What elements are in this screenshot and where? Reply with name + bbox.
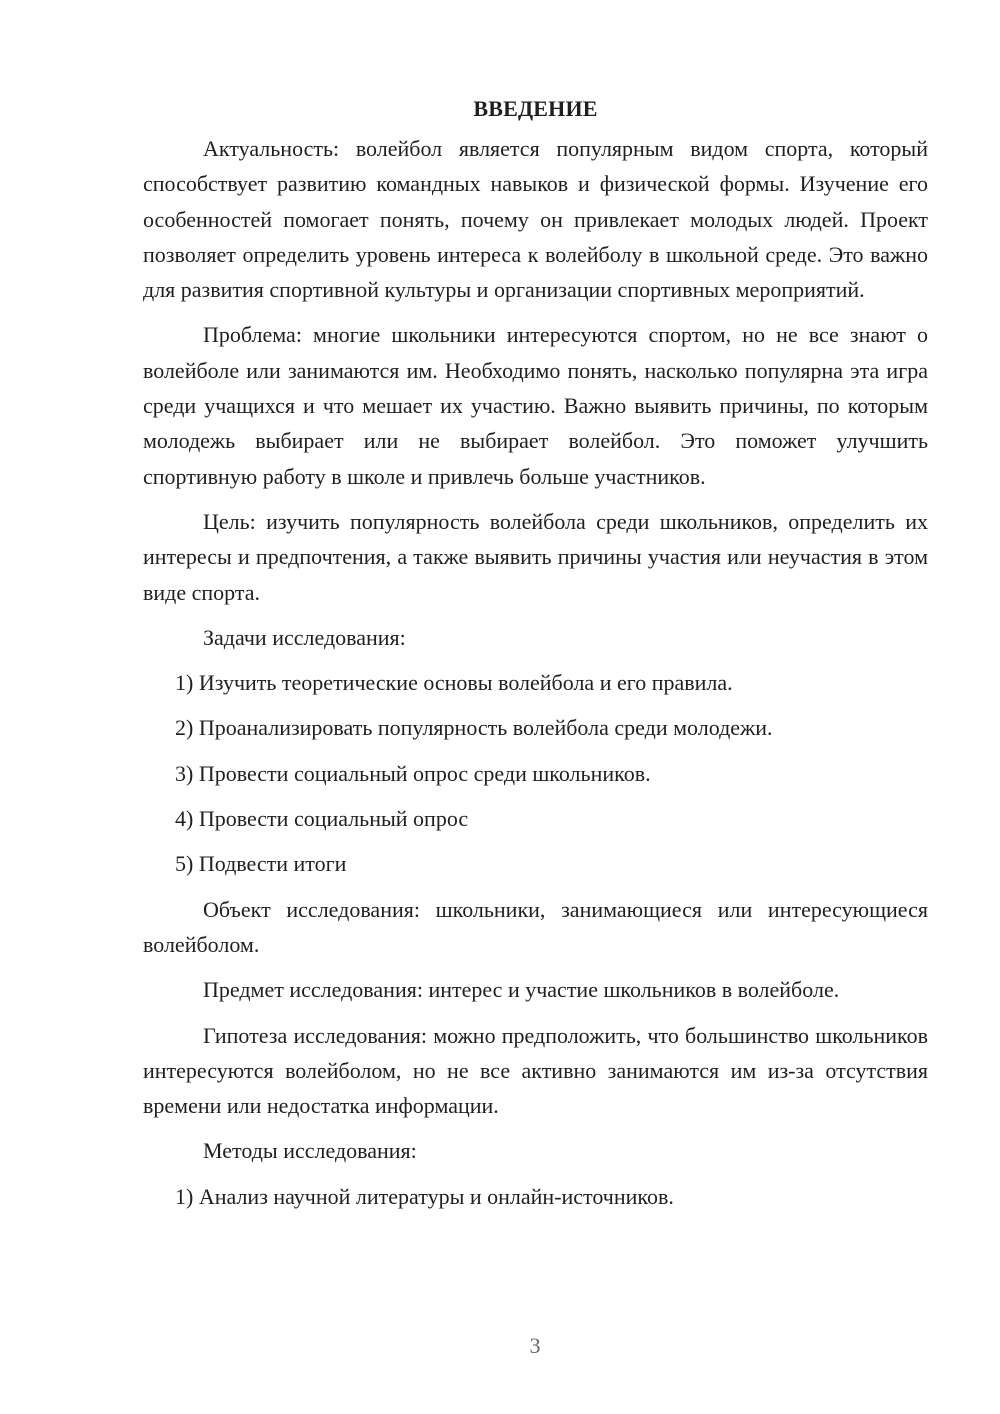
task-item-2: 2) Проанализировать популярность волейбола среди молодежи.: [175, 715, 773, 741]
methods-title: Методы исследования:: [203, 1138, 417, 1164]
page-content: [143, 92, 928, 1224]
research-object-paragraph: Объект исследования: школьники, занимающиеся или интересующиеся волейболом.: [143, 896, 928, 957]
task-item-4: 4) Провести социальный опрос: [175, 806, 469, 832]
goal-paragraph: Цель: изучить популярность волейбола среди школьников, определить их интересы и предпочтения, а также выявить причины участия или неучастия в этом виде спорта.: [143, 508, 928, 605]
page-number: 3: [529, 1333, 541, 1358]
task-item-1: 1) Изучить теоретические основы волейбола и его правила.: [175, 670, 733, 696]
method-item-1: 1) Анализ научной литературы и онлайн-источников.: [175, 1183, 674, 1209]
problem-paragraph: Проблема: многие школьники интересуются спортом, но не все знают о волейболе или занимаются им. Необходимо понять, насколько популярна эта игра среди учащихся и что мешает их участию. Важно выявить причины, по которым молодежь выбирает или не выбирает волейбол. Это поможет улучшить спортивную работу в школе и привлечь больше участников.: [143, 322, 928, 489]
section-heading: ВВЕДЕНИЕ: [473, 96, 598, 121]
task-item-3: 3) Провести социальный опрос среди школьников.: [175, 760, 651, 786]
research-subject-paragraph: Предмет исследования: интерес и участие школьников в волейболе.: [203, 977, 840, 1003]
relevance-paragraph: Актуальность: волейбол является популярным видом спорта, который способствует развитию командных навыков и физической формы. Изучение его особенностей помогает понять, почему он привлекает молодых людей. Проект позволяет определить уровень интереса к волейболу в школьной среде. Это важно для развития спортивной культуры и организации спортивных мероприятий.: [143, 136, 928, 303]
task-item-5: 5) Подвести итоги: [175, 851, 347, 877]
hypothesis-paragraph: Гипотеза исследования: можно предположить, что большинство школьников интересуются волейболом, но не все активно занимаются им из-за отсутствия времени или недостатка информации.: [143, 1022, 928, 1119]
tasks-title: Задачи исследования:: [203, 624, 406, 650]
